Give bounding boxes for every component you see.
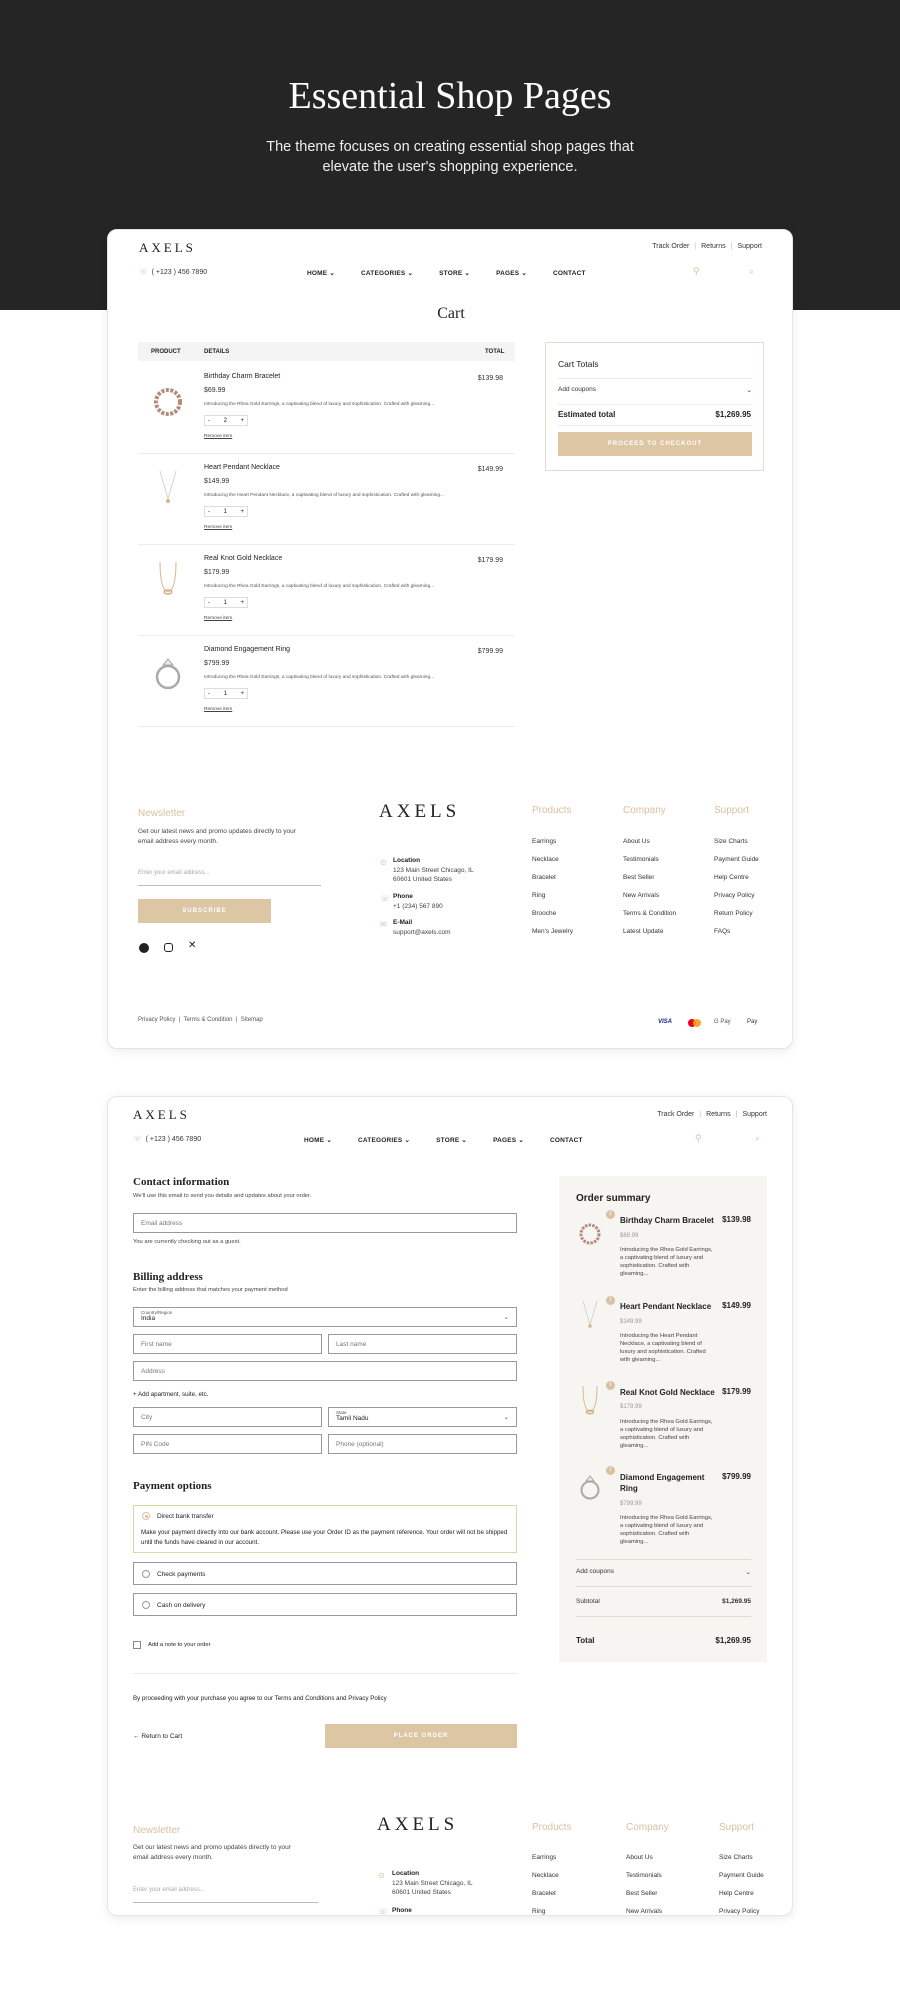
cart-row <box>138 643 515 729</box>
qty-plus[interactable]: + <box>240 599 244 606</box>
contact-text: We'll use this email to send you details and updates about your order. <box>133 1193 312 1199</box>
footer-link[interactable]: New Arrivals <box>626 1908 663 1915</box>
account-icon[interactable]: ⚲ <box>695 1133 702 1143</box>
add-note-label: Add a note to your order <box>148 1642 211 1648</box>
country-select[interactable]: Country/Region India ⌄ <box>133 1307 517 1327</box>
header-phone[interactable] <box>139 268 207 276</box>
footer-link[interactable]: Payment Guide <box>719 1872 764 1879</box>
returns-link[interactable]: Returns <box>706 1111 731 1118</box>
quantity-stepper[interactable] <box>204 688 248 699</box>
qty-minus[interactable]: - <box>208 690 210 697</box>
necklace-image[interactable] <box>152 469 184 513</box>
order-summary-title: Order summary <box>576 1193 651 1204</box>
track-order-link[interactable]: Track Order <box>657 1111 695 1118</box>
pin-code-field[interactable]: PIN Code <box>133 1434 322 1454</box>
bracelet-image <box>577 1219 603 1249</box>
billing-text: Enter the billing address that matches your payment method <box>133 1287 288 1293</box>
main-nav <box>307 269 612 277</box>
summary-item-desc: Introducing the Rhea Gold Earrings, a captivating blend of luxury and sophistication. Crafted with gleaming... <box>620 1419 713 1449</box>
total-value: $1,269.95 <box>715 1636 751 1645</box>
footer-link[interactable]: Privacy Policy <box>719 1908 760 1915</box>
terms-text: By proceeding with your purchase you agree to our Terms and Conditions and Privacy Policy <box>133 1695 387 1702</box>
quantity-stepper[interactable] <box>204 597 248 608</box>
summary-item-desc: Introducing the Heart Pendant Necklace, a captivating blend of luxury and sophistication. Crafted with gleaming... <box>620 1333 706 1363</box>
summary-item-name: Heart Pendant Necklace <box>620 1302 712 1311</box>
pay-bank-desc: Make your payment directly into our bank account. Please use your Order ID as the payment reference. Your order will not be shipped until the funds have cleared in our account. <box>141 1529 508 1546</box>
row-divider <box>138 544 515 545</box>
row-divider <box>138 635 515 636</box>
item-desc: Introducing the Rhea Gold Earrings, a captivating blend of luxury and sophistication. Crafted with gleaming... <box>204 584 435 589</box>
qty-value: 1 <box>223 690 227 697</box>
footer-link[interactable]: Men's Jewelry <box>532 928 573 935</box>
returns-link[interactable]: Returns <box>701 243 726 250</box>
summary-item-total: $149.99 <box>722 1301 751 1310</box>
item-total: $799.99 <box>477 648 503 655</box>
email-label: E-Mail <box>393 919 413 926</box>
footer-link[interactable]: Ring <box>532 892 546 899</box>
email-field[interactable]: Email address <box>133 1213 517 1233</box>
pay-bank-option[interactable] <box>133 1505 517 1553</box>
col-product: PRODUCT <box>151 349 181 355</box>
summary-item-price: $799.99 <box>620 1501 642 1507</box>
qty-plus[interactable]: + <box>240 417 244 424</box>
bracelet-image[interactable] <box>152 384 184 420</box>
subscribe-button[interactable]: SUBSCRIBE <box>138 899 271 923</box>
footer-link[interactable]: Earrings <box>532 838 557 845</box>
remove-item-link[interactable]: Remove item <box>204 434 233 439</box>
phone-icon: ☏ <box>139 269 148 276</box>
qty-value: 2 <box>223 417 227 424</box>
total-label: Total <box>576 1636 595 1645</box>
chevron-down-icon: ⌄ <box>746 387 752 394</box>
remove-item-link[interactable]: Remove item <box>204 616 233 621</box>
cart-totals-title: Cart Totals <box>558 359 599 369</box>
summary-add-coupons[interactable]: Add coupons ⌄ <box>576 1568 751 1576</box>
cart-totals-box <box>545 342 764 471</box>
ring-image <box>577 1471 603 1503</box>
city-field[interactable]: City <box>133 1407 322 1427</box>
pay-check-label: Check payments <box>157 1571 206 1578</box>
add-note-checkbox[interactable] <box>133 1641 141 1649</box>
facebook-icon[interactable] <box>139 943 149 953</box>
phone-label: Phone <box>393 893 413 900</box>
top-links: Track Order | Returns | Support <box>657 1111 767 1118</box>
logo[interactable]: AXELS <box>139 240 196 255</box>
phone-value[interactable]: +1 (234) 567 890 <box>393 903 443 910</box>
support-title: Support <box>714 805 750 816</box>
footer-link[interactable]: Bracelet <box>532 1890 556 1897</box>
privacy-policy-link[interactable]: Privacy Policy <box>138 1017 176 1023</box>
summary-item-name: Diamond Engagement Ring <box>620 1473 705 1493</box>
gold-necklace-image <box>577 1384 603 1420</box>
footer-link[interactable]: Bracelet <box>532 874 556 881</box>
footer-link[interactable]: About Us <box>626 1854 653 1861</box>
footer-link[interactable]: Latest Update <box>623 928 664 935</box>
summary-item-price: $179.99 <box>620 1404 642 1410</box>
summary-item-desc: Introducing the Rhea Gold Earrings, a captivating blend of luxury and sophistication. Crafted with gleaming... <box>620 1515 713 1545</box>
newsletter-email-input[interactable]: Enter your email address... <box>133 1887 318 1903</box>
nav-home[interactable]: HOME ⌄ <box>307 270 335 277</box>
qty-value: 1 <box>223 508 227 515</box>
cart-row <box>138 461 515 547</box>
arrow-left-icon: ← <box>133 1733 140 1740</box>
footer-link[interactable]: New Arrivals <box>623 892 660 899</box>
phone-number: ( +123 ) 456 7890 <box>145 1136 202 1143</box>
contact-title: Contact information <box>133 1176 230 1188</box>
quantity-badge: 1 <box>606 1466 615 1475</box>
gold-necklace-image[interactable] <box>152 560 184 604</box>
item-desc: Introducing the Rhea Gold Earrings, a captivating blend of luxury and sophistication. Crafted with gleaming... <box>204 675 435 680</box>
footer-link[interactable]: Help Centre <box>714 874 749 881</box>
radio-icon[interactable] <box>142 1570 150 1578</box>
support-link[interactable]: Support <box>737 243 762 250</box>
col-total: TOTAL <box>485 349 505 355</box>
footer-link[interactable]: Size Charts <box>714 838 748 845</box>
remove-item-link[interactable]: Remove item <box>204 525 233 530</box>
pay-cod-label: Cash on delivery <box>157 1602 206 1609</box>
quantity-badge: 2 <box>606 1210 615 1219</box>
location-label: Location <box>392 1870 420 1877</box>
item-total: $149.99 <box>477 466 503 473</box>
nav-pages[interactable]: PAGES ⌄ <box>493 1137 524 1144</box>
quantity-stepper[interactable] <box>204 506 248 517</box>
qty-minus[interactable]: - <box>208 508 210 515</box>
products-title: Products <box>532 805 572 816</box>
footer-link[interactable]: Testimonials <box>623 856 659 863</box>
nav-categories[interactable]: CATEGORIES ⌄ <box>357 1137 411 1144</box>
chevron-down-icon: ⌄ <box>503 1414 509 1421</box>
first-name-field[interactable]: First name <box>133 1334 322 1354</box>
terms-link[interactable]: Terms & Condition <box>183 1017 233 1023</box>
subtotal-value: $1,269.95 <box>722 1598 751 1605</box>
checkout-page-card <box>107 1096 793 1916</box>
footer-link[interactable]: Help Centre <box>719 1890 754 1897</box>
footer-link[interactable]: Size Charts <box>719 1854 753 1861</box>
payment-title: Payment options <box>133 1480 212 1492</box>
summary-item-price: $69.99 <box>620 1233 639 1239</box>
proceed-to-checkout-button[interactable]: PROCEED TO CHECKOUT <box>558 432 752 456</box>
radio-icon[interactable] <box>142 1601 150 1609</box>
footer-link[interactable]: Brooche <box>532 910 557 917</box>
item-price: $799.99 <box>204 660 230 667</box>
google-pay-icon: G Pay <box>714 1019 731 1025</box>
support-link[interactable]: Support <box>742 1111 767 1118</box>
cart-page-card <box>107 229 793 1049</box>
quantity-stepper[interactable] <box>204 415 248 426</box>
search-icon[interactable]: ⌕ <box>755 1133 761 1143</box>
cart-table-header <box>138 342 515 361</box>
footer-logo[interactable]: AXELS <box>379 801 461 822</box>
pay-check-option[interactable] <box>133 1562 517 1585</box>
products-title: Products <box>532 1822 572 1833</box>
footer-link[interactable]: FAQs <box>714 928 731 935</box>
location-value-2: 60601 United States <box>393 876 452 883</box>
footer-link[interactable]: Return Policy <box>714 910 753 917</box>
mastercard-icon <box>688 1019 702 1027</box>
apple-pay-icon: Pay <box>747 1019 758 1025</box>
qty-minus[interactable]: - <box>208 599 210 606</box>
footer-link[interactable]: Payment Guide <box>714 856 759 863</box>
summary-item-name: Real Knot Gold Necklace <box>620 1388 715 1397</box>
add-coupons-toggle[interactable]: Add coupons ⌄ <box>558 386 752 394</box>
guest-note: You are currently checking out as a guest. <box>133 1239 241 1245</box>
top-links: Track Order | Returns | Support <box>652 243 762 250</box>
summary-item-total: $799.99 <box>722 1472 751 1481</box>
ring-image[interactable] <box>152 653 184 693</box>
visa-icon: VISA <box>658 1019 673 1025</box>
quantity-badge: 1 <box>606 1381 615 1390</box>
company-title: Company <box>623 805 666 816</box>
footer-link[interactable]: Ring <box>532 1908 546 1915</box>
footer-link[interactable]: Best Seller <box>626 1890 658 1897</box>
track-order-link[interactable]: Track Order <box>652 243 690 250</box>
location-value: 123 Main Street Chicago, IL <box>392 1880 473 1887</box>
instagram-icon[interactable] <box>164 943 173 952</box>
newsletter-text: Get our latest news and promo updates directly to your email address every month. <box>133 1844 291 1861</box>
phone-icon: ☏ <box>380 894 391 903</box>
nav-store[interactable]: STORE ⌄ <box>436 1137 468 1144</box>
footer-link[interactable]: Privacy Policy <box>714 892 755 899</box>
last-name-field[interactable]: Last name <box>328 1334 517 1354</box>
mail-icon: ✉ <box>380 920 387 929</box>
phone-icon: ☏ <box>378 1907 389 1916</box>
x-twitter-icon[interactable]: ✕ <box>188 940 197 951</box>
company-title: Company <box>626 1822 669 1833</box>
item-desc: Introducing the Rhea Gold Earrings, a captivating blend of luxury and sophistication. Crafted with gleaming... <box>204 402 435 407</box>
billing-title: Billing address <box>133 1271 203 1283</box>
item-price: $149.99 <box>204 478 230 485</box>
qty-plus[interactable]: + <box>240 508 244 515</box>
item-price: $69.99 <box>204 387 226 394</box>
add-apartment-link[interactable]: + Add apartment, suite, etc. <box>133 1391 209 1398</box>
footer-link[interactable]: Best Seller <box>623 874 655 881</box>
summary-item-total: $139.98 <box>722 1215 751 1224</box>
footer-link[interactable]: Necklace <box>532 856 559 863</box>
chevron-down-icon: ⌄ <box>745 1569 751 1576</box>
support-title: Support <box>719 1822 755 1833</box>
col-details: DETAILS <box>204 349 230 355</box>
item-name[interactable]: Real Knot Gold Necklace <box>204 555 283 562</box>
footer-link[interactable]: Testimonials <box>626 1872 662 1879</box>
newsletter-title: Newsletter <box>138 808 186 819</box>
nav-pages[interactable]: PAGES ⌄ <box>496 270 527 277</box>
address-field[interactable]: Address <box>133 1361 517 1381</box>
footer-logo[interactable]: AXELS <box>377 1814 459 1835</box>
logo[interactable]: AXELS <box>133 1107 190 1122</box>
footer-link[interactable]: Terms & Condition <box>623 910 677 917</box>
location-icon: ⊙ <box>378 1871 385 1880</box>
nav-store[interactable]: STORE ⌄ <box>439 270 471 277</box>
summary-item-name: Birthday Charm Bracelet <box>620 1216 714 1225</box>
qty-plus[interactable]: + <box>240 690 244 697</box>
footer-bottom-links: Privacy Policy | Terms & Condition | Sitemap <box>138 1017 263 1023</box>
pay-bank-label: Direct bank transfer <box>157 1513 214 1520</box>
row-divider <box>138 453 515 454</box>
necklace-image <box>577 1299 603 1335</box>
item-name[interactable]: Heart Pendant Necklace <box>204 464 280 471</box>
location-value: 123 Main Street Chicago, IL <box>393 867 474 874</box>
email-value[interactable]: support@axels.com <box>393 929 451 936</box>
cart-row <box>138 370 515 456</box>
phone-icon: ☏ <box>133 1136 142 1143</box>
cart-title: Cart <box>437 305 465 322</box>
item-total: $139.98 <box>477 375 503 382</box>
quantity-badge: 1 <box>606 1296 615 1305</box>
subtotal-label: Subtotal <box>576 1598 600 1605</box>
item-total: $179.99 <box>477 557 503 564</box>
item-price: $179.99 <box>204 569 230 576</box>
main-nav <box>304 1136 609 1144</box>
location-icon: ⊙ <box>380 858 387 867</box>
pay-cod-option[interactable] <box>133 1593 517 1616</box>
nav-contact[interactable]: CONTACT <box>553 270 586 277</box>
estimated-total-value: $1,269.95 <box>715 410 751 419</box>
qty-value: 1 <box>223 599 227 606</box>
nav-home[interactable]: HOME ⌄ <box>304 1137 332 1144</box>
newsletter-email-input[interactable]: Enter your email address... <box>138 870 321 886</box>
nav-categories[interactable]: CATEGORIES ⌄ <box>360 270 414 277</box>
hero-title: Essential Shop Pages <box>288 75 612 117</box>
summary-item-total: $179.99 <box>722 1387 751 1396</box>
footer-link[interactable]: Earrings <box>532 1854 557 1861</box>
account-icon[interactable]: ⚲ <box>693 266 700 276</box>
sitemap-link[interactable]: Sitemap <box>240 1017 263 1023</box>
qty-minus[interactable]: - <box>208 417 210 424</box>
summary-item-desc: Introducing the Rhea Gold Earrings, a captivating blend of luxury and sophistication. Crafted with gleaming... <box>620 1247 713 1277</box>
return-to-cart-link[interactable]: ← Return to Cart <box>133 1733 183 1740</box>
phone-field[interactable]: Phone (optional) <box>328 1434 517 1454</box>
item-desc: Introducing the Heart Pendant Necklace, a captivating blend of luxury and sophistication. Crafted with gleaming... <box>204 493 444 498</box>
chevron-down-icon: ⌄ <box>503 1314 509 1321</box>
summary-item-price: $149.99 <box>620 1319 642 1325</box>
location-label: Location <box>393 857 421 864</box>
place-order-button[interactable]: PLACE ORDER <box>325 1724 517 1748</box>
hero-subtitle: The theme focuses on creating essential shop pages that elevate the user's shopping experience. <box>266 139 634 175</box>
state-select[interactable]: State Tamil Nadu ⌄ <box>328 1407 517 1427</box>
newsletter-title: Newsletter <box>133 1825 181 1836</box>
footer-link[interactable]: About Us <box>623 838 650 845</box>
location-value-2: 60601 United States <box>392 1889 451 1896</box>
phone-number: ( +123 ) 456 7890 <box>151 269 208 276</box>
order-summary-panel <box>559 1176 767 1662</box>
nav-contact[interactable]: CONTACT <box>550 1137 583 1144</box>
remove-item-link[interactable]: Remove item <box>204 707 233 712</box>
cart-row <box>138 552 515 638</box>
phone-label: Phone <box>392 1907 412 1914</box>
item-name[interactable]: Diamond Engagement Ring <box>204 646 290 653</box>
estimated-total-label: Estimated total <box>558 410 616 419</box>
row-divider <box>138 726 515 727</box>
search-icon[interactable]: ⌕ <box>749 266 755 276</box>
item-name[interactable]: Birthday Charm Bracelet <box>204 373 281 380</box>
header-phone[interactable] <box>133 1135 201 1143</box>
newsletter-text: Get our latest news and promo updates directly to your email address every month. <box>138 828 296 845</box>
footer-link[interactable]: Necklace <box>532 1872 559 1879</box>
